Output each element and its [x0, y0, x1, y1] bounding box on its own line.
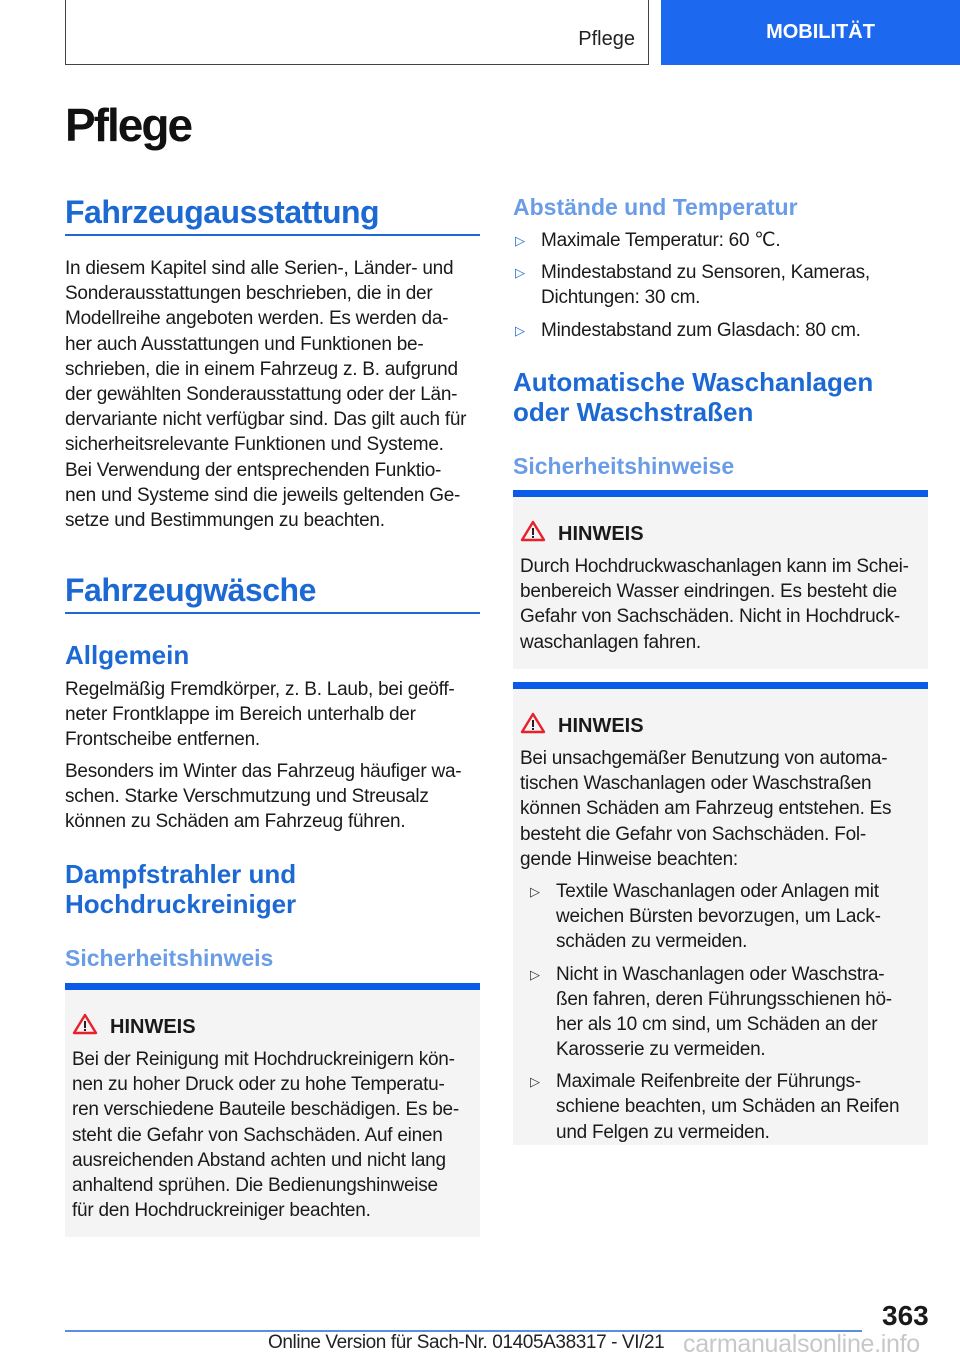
text-line: nen zu hoher Druck oder zu hohe Temperatu-: [72, 1074, 445, 1096]
text-line: Bei unsachgemäßer Benutzung von automa-: [520, 748, 888, 769]
warning-icon: [520, 712, 546, 740]
heading-fahrzeugausstattung: Fahrzeugausstattung: [65, 194, 380, 230]
warning-icon: [72, 1013, 98, 1041]
text-line: Regelmäßig Fremdkörper, z. B. Laub, bei geöff-: [65, 679, 455, 700]
text-line: ausreichenden Abstand achten und nicht lang: [72, 1149, 446, 1171]
text-line: Gefahr von Sachschäden. Nicht in Hochdruck-: [520, 606, 901, 628]
text-line: ßen fahren, deren Führungsschienen hö-: [556, 988, 892, 1010]
paragraph-allgemein-2: [65, 759, 461, 835]
text-line: Frontscheibe entfernen.: [65, 729, 260, 751]
text-line: Dichtungen: 30 cm.: [541, 287, 701, 309]
bullet-list-abstaende: [513, 228, 928, 350]
header-title: Pflege: [578, 28, 635, 50]
notice-text: [520, 746, 921, 872]
text-line: anhaltend sprühen. Die Bedienungshinweise: [72, 1174, 438, 1196]
text-line: Dampfstrahler und: [65, 859, 297, 889]
divider: [65, 612, 480, 614]
text-line: besteht die Gefahr von Sachschäden. Fol-: [520, 823, 866, 845]
text-line: Bei Verwendung der entsprechenden Funktio-: [65, 459, 442, 481]
bullet-item: [513, 228, 928, 253]
text-line: Bei der Reinigung mit Hochdruckreinigern kön-: [72, 1049, 455, 1070]
text-line: können Schäden am Fahrzeug entstehen. Es: [520, 798, 892, 820]
heading-abstaende: Abstände und Temperatur: [513, 194, 798, 220]
text-line: für den Hochdruckreiniger beachten.: [72, 1200, 371, 1222]
text-line: Maximale Temperatur: 60 ℃.: [541, 230, 781, 251]
bullet-item: [528, 879, 921, 955]
triangle-bullet-icon: ▷: [530, 1074, 540, 1090]
notice-text: [72, 1047, 473, 1223]
text-line: steht die Gefahr von Sachschäden. Auf einen: [72, 1124, 443, 1146]
text-line: tischen Waschanlagen oder Waschstraßen: [520, 773, 872, 795]
header-box: [65, 0, 649, 65]
heading-dampfstrahler: [65, 859, 296, 919]
heading-fahrzeugwaesche: Fahrzeugwäsche: [65, 572, 316, 608]
notice-text: [520, 554, 921, 655]
text-line: Besonders im Winter das Fahrzeug häufiger wa-: [65, 761, 462, 782]
text-line: Mindestabstand zum Glasdach: 80 cm.: [541, 319, 861, 341]
text-line: und Felgen zu vermeiden.: [556, 1121, 770, 1143]
triangle-bullet-icon: ▷: [530, 883, 540, 899]
text-line: In diesem Kapitel sind alle Serien-, Länder- und: [65, 258, 454, 279]
text-line: schäden zu vermeiden.: [556, 931, 748, 953]
text-line: dervariante nicht verfügbar sind. Das gilt auch für: [65, 409, 467, 431]
text-line: her auch Ausstattungen und Funktionen be-: [65, 333, 424, 355]
bullet-item: [528, 962, 921, 1063]
watermark: carmanualsonline.info: [683, 1330, 920, 1358]
text-line: Mindestabstand zu Sensoren, Kameras,: [541, 262, 870, 284]
bullet-item: [513, 260, 928, 310]
divider: [65, 234, 480, 236]
heading-automatische-waschanlagen: [513, 367, 873, 427]
text-line: benbereich Wasser eindringen. Es besteht die: [520, 581, 897, 603]
warning-icon: [520, 520, 546, 548]
notice-bullet-list: [520, 879, 921, 1145]
text-line: Karosserie zu vermeiden.: [556, 1039, 766, 1061]
text-line: Textile Waschanlagen oder Anlagen mit: [556, 880, 879, 902]
notice-label: HINWEIS: [110, 1015, 196, 1038]
text-line: setze und Bestimmungen zu beachten.: [65, 509, 385, 531]
text-line: Maximale Reifenbreite der Führungs-: [556, 1071, 861, 1093]
page-title: Pflege: [65, 99, 192, 151]
notice-box-hochdruckreiniger: [65, 983, 480, 1237]
heading-allgemein: Allgemein: [65, 640, 190, 670]
text-line: ren verschiedene Bauteile beschädigen. Es be-: [72, 1099, 459, 1121]
notice-box-hochdruckwaschanlagen: [513, 490, 928, 669]
triangle-bullet-icon: ▷: [530, 966, 540, 982]
text-line: schen. Starke Verschmutzung und Streusalz: [65, 786, 429, 808]
paragraph-allgemein-1: [65, 677, 454, 753]
triangle-bullet-icon: ▷: [515, 322, 525, 338]
notice-label: HINWEIS: [558, 714, 644, 737]
bullet-item: [513, 318, 928, 343]
text-line: Durch Hochdruckwaschanlagen kann im Schei-: [520, 556, 909, 577]
section-tab-mobilitaet[interactable]: MOBILITÄT: [661, 0, 960, 65]
text-line: der gewählten Sonderausstattung oder der Län-: [65, 383, 458, 405]
triangle-bullet-icon: ▷: [515, 265, 525, 281]
text-line: Modellreihe angeboten werden. Es werden da-: [65, 308, 449, 330]
text-line: waschanlagen fahren.: [520, 631, 701, 653]
text-line: schiene beachten, um Schäden an Reifen: [556, 1096, 900, 1118]
paragraph-ausstattung: [65, 256, 466, 533]
text-line: Nicht in Waschanlagen oder Waschstra-: [556, 963, 885, 985]
bullet-item: [528, 1069, 921, 1145]
text-line: schrieben, die in einem Fahrzeug z. B. aufgrund: [65, 358, 458, 380]
text-line: Sonderausstattungen beschrieben, die in der: [65, 283, 433, 305]
footer-text: Online Version für Sach-Nr. 01405A38317 - VI/21: [268, 1332, 665, 1353]
heading-sicherheitshinweise: Sicherheitshinweise: [513, 453, 735, 479]
triangle-bullet-icon: ▷: [515, 233, 525, 248]
heading-sicherheitshinweis: Sicherheitshinweis: [65, 945, 274, 971]
text-line: neter Frontklappe im Bereich unterhalb der: [65, 704, 416, 726]
text-line: Hochdruckreiniger: [65, 889, 297, 919]
notice-label: HINWEIS: [558, 522, 644, 545]
text-line: sicherheitsrelevante Funktionen und Systeme.: [65, 434, 444, 456]
text-line: können zu Schäden am Fahrzeug führen.: [65, 811, 406, 833]
text-line: Automatische Waschanlagen: [513, 367, 874, 397]
text-line: her als 10 cm sind, um Schäden an der: [556, 1013, 878, 1035]
text-line: gende Hinweise beachten:: [520, 848, 738, 870]
text-line: oder Waschstraßen: [513, 397, 754, 427]
text-line: nen und Systeme sind die jeweils geltenden Ge-: [65, 484, 461, 506]
page-number: 363: [882, 1300, 929, 1331]
text-line: weichen Bürsten bevorzugen, um Lack-: [556, 906, 881, 928]
notice-box-waschanlagen: [513, 682, 928, 1145]
